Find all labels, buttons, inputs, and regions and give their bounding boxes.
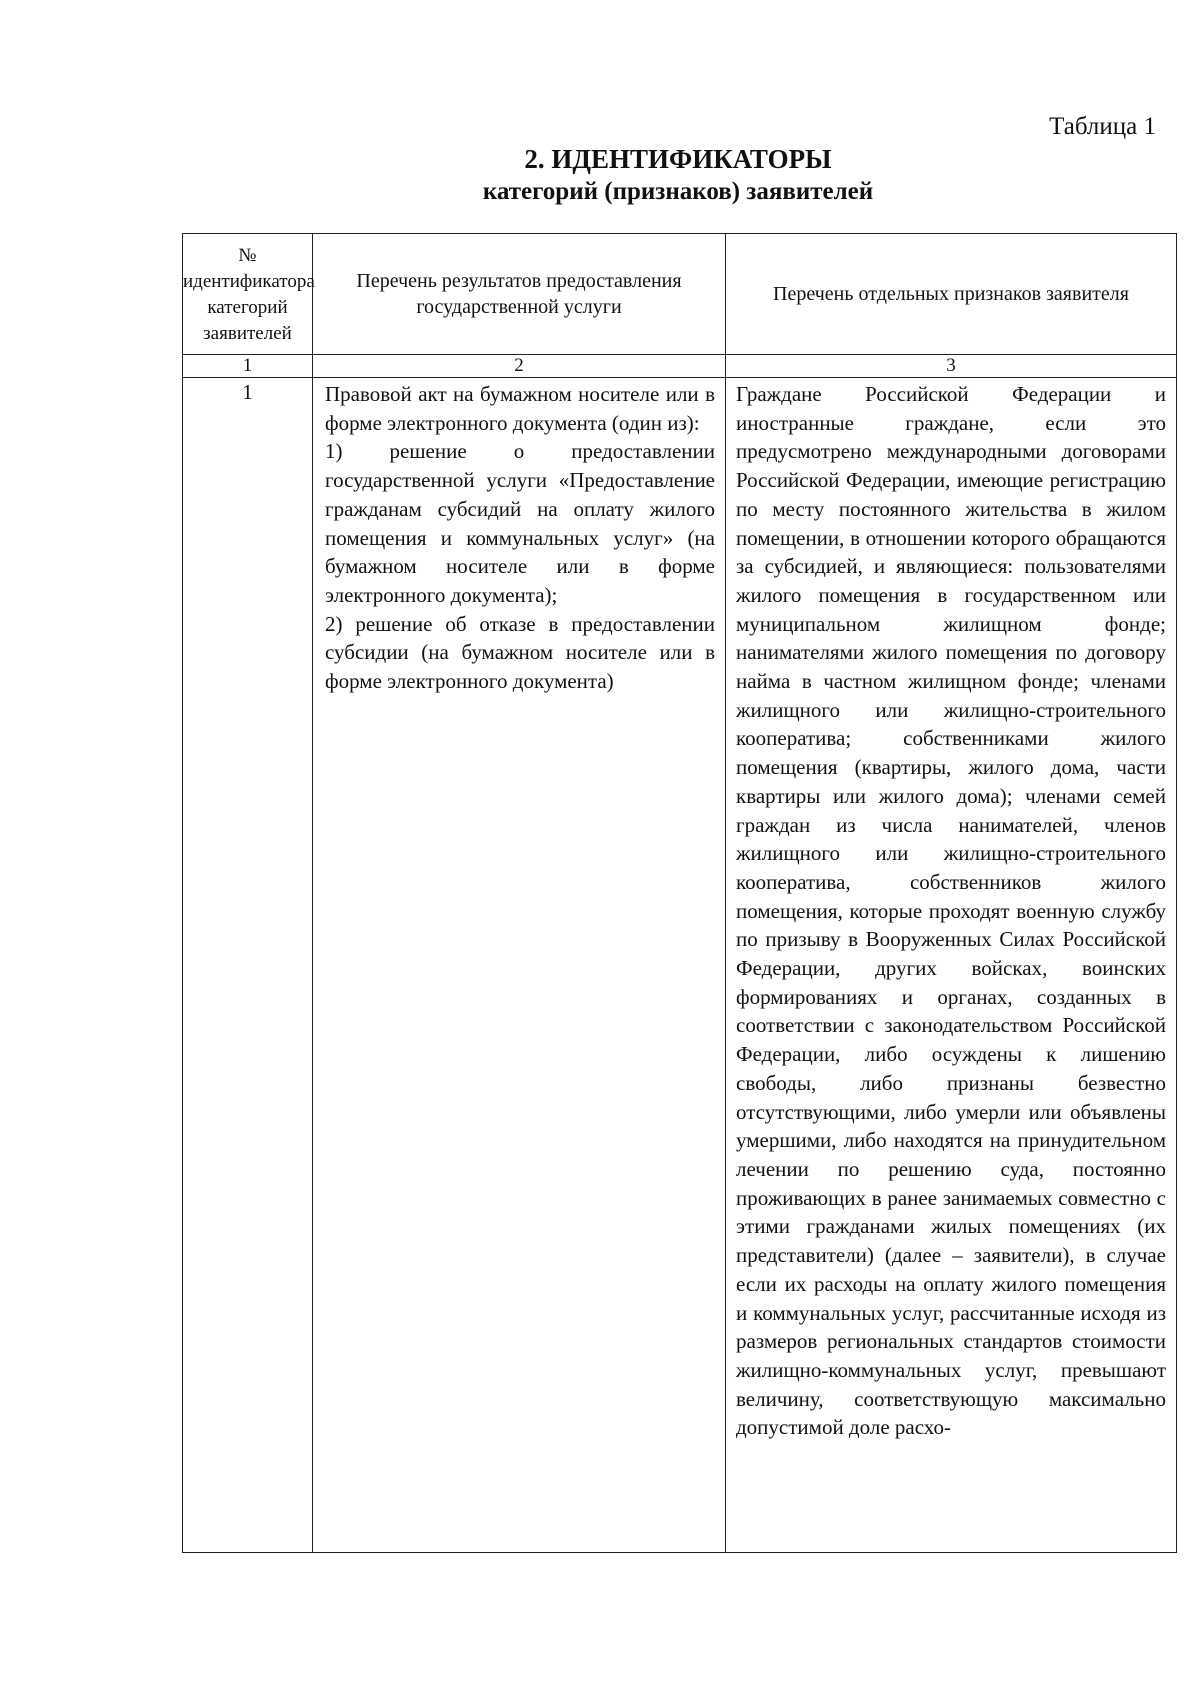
row-results [313,378,726,1553]
row-identifier: 1 [183,378,313,1553]
column-header-features: Перечень отдельных признаков заявителя [726,234,1177,355]
document-subtitle: категорий (признаков) заявителей [482,178,874,205]
column-number-2: 2 [313,355,726,378]
results-intro: Правовой акт на бумажном носителе или в форме электронного документа (один из): [325,382,715,435]
table-header-row [183,234,1177,355]
table-number-label: Таблица 1 [1049,113,1156,140]
column-number-3: 3 [726,355,1177,378]
row-features: Граждане Российской Федерации и иностранные граждане, если это предусмотрено международными договорами Российской Федерации, имеющие регистрацию по месту постоянного жительства в жилом помещении, в отношении которого обращаются за субсидией, и являющиеся: пользователями жилого помещения в государственном или муниципальном жилищном фонде; нанимателями жилого помещения по договору найма в частном жилищном фонде; членами жилищного или жилищно-строительного кооператива; собственниками жилого помещения (квартиры, жилого дома, части квартиры или жилого дома); членами семей граждан из числа нанимателей, членов жилищного или жилищно-строительного кооператива, собственников жилого помещения, которые проходят военную службу по призыву в Вооруженных Силах Российской Федерации, других войсках, воинских формированиях и органах, созданных в соответствии с законодательством Российской Федерации, либо осуждены к лишению свободы, либо признаны безвестно отсутствующими, либо умерли или объявлены умершими, либо находятся на принудительном лечении по решению суда, постоянно проживающих в ранее занимаемых совместно с этими гражданами жилых помещениях (их представители) (далее – заявители), в случае если их расходы на оплату жилого помещения и коммунальных услуг, рассчитанные исходя из размеров региональных стандартов стоимости жилищно-коммунальных услуг, превышают величину, соответствующую максимально допустимой доле расхо- [726,378,1177,1553]
results-item-1: 1) решение о предоставлении государственной услуги «Предоставление гражданам субсидий на оплату жилого помещения и коммунальных услуг» (на бумажном носителе или в форме электронного документа); [325,439,715,607]
column-number-1: 1 [183,355,313,378]
document-heading [180,142,1176,208]
column-header-id: № идентификатора категорий заявителей [183,234,313,355]
identifiers-table [182,233,1177,1553]
results-item-2: 2) решение об отказе в предоставлении субсидии (на бумажном носителе или в форме электронного документа) [325,611,715,694]
column-header-results: Перечень результатов предоставления государственной услуги [313,234,726,355]
table-row [183,378,1177,1553]
column-number-row [183,355,1177,378]
document-title: 2. ИДЕНТИФИКАТОРЫ [524,144,832,174]
